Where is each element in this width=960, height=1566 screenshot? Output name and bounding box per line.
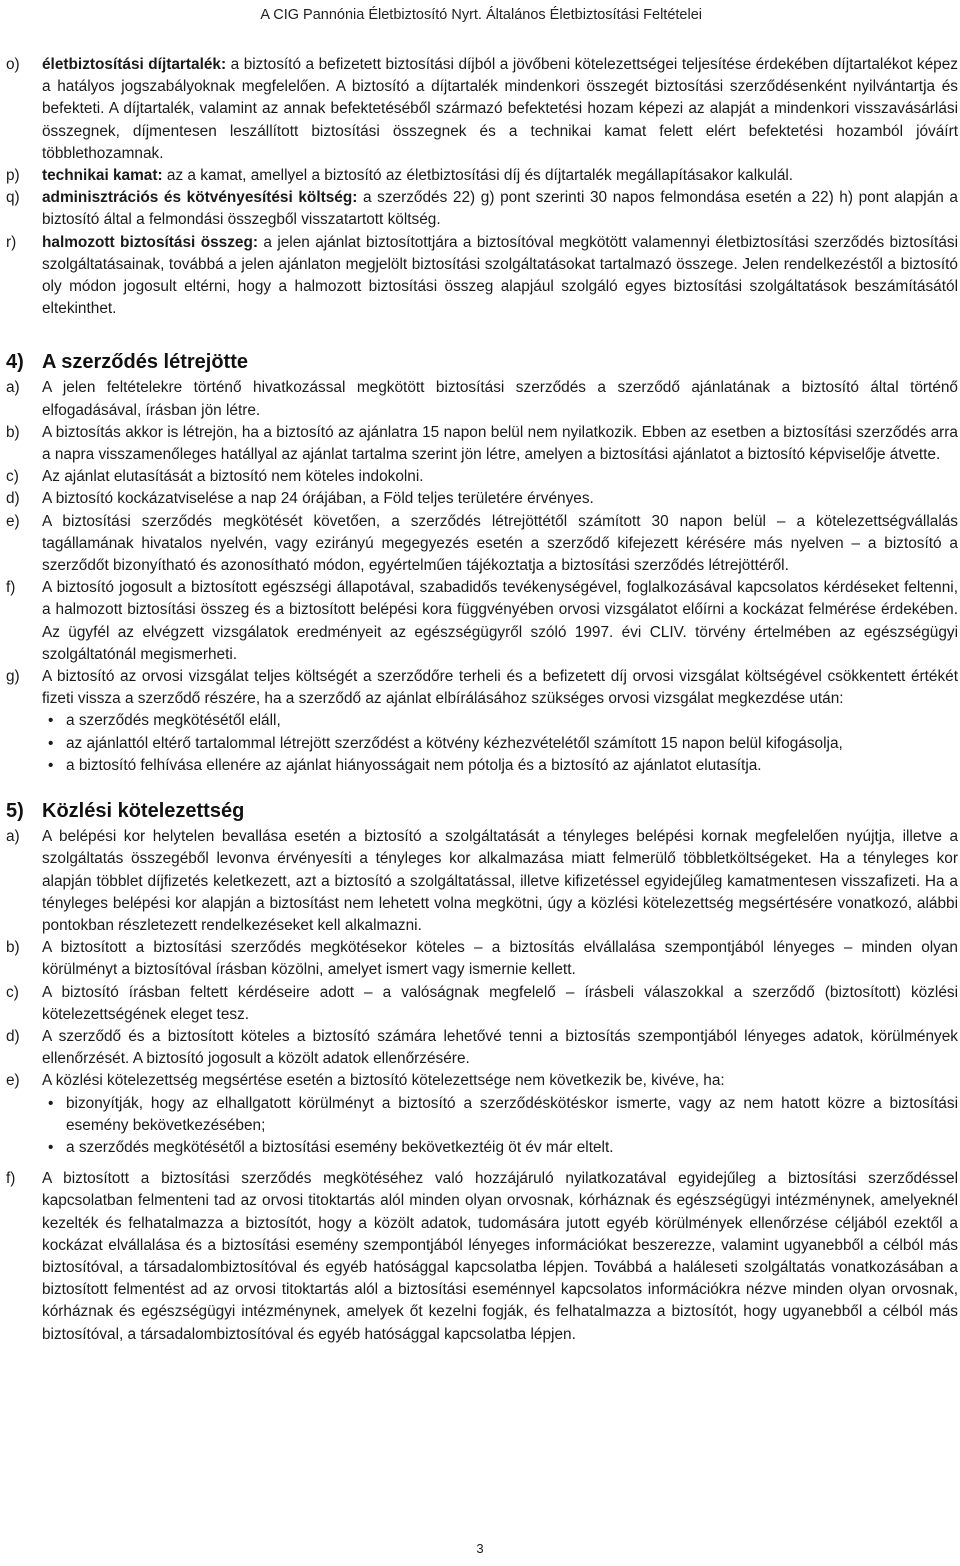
item-marker: r) bbox=[6, 233, 17, 251]
definition-item-o bbox=[6, 54, 958, 165]
section-4-item-b bbox=[6, 422, 958, 466]
bullet-icon: • bbox=[48, 712, 54, 730]
item-text: A jelen feltételekre történő hivatkozással megkötött biztosítási szerződés a szerződő ajánlatának a biztosító által történő elfogadásával, írásban jön létre. bbox=[42, 379, 958, 419]
item-text: A szerződő és a biztosított köteles a biztosító számára lehetővé tenni a biztosítás szempontjából lényeges adatok, körülmények ellenőrzését. A biztosító jogosult a közölt adatok ellenőrzésére. bbox=[42, 1027, 958, 1068]
item-text: A biztosító az orvosi vizsgálat teljes költségét a szerződőre terheli és a befizetett díj orvosi vizsgálat költségével csökkentett értékét fizeti vissza a szerződő részére, ha a szerződő az ajánlat elbírálásához szükséges orvosi vizsgálat megkezdése után: bbox=[42, 668, 958, 708]
item-marker: a) bbox=[6, 379, 20, 397]
section-4-item-c bbox=[6, 466, 958, 488]
section-title: Közlési kötelezettség bbox=[42, 800, 245, 823]
item-marker: f) bbox=[6, 1170, 16, 1188]
list-item bbox=[42, 710, 958, 732]
item-marker: g) bbox=[6, 668, 20, 686]
item-text: A biztosított a biztosítási szerződés megkötéséhez való hozzájáruló nyilatkozatával egyidejűleg a biztosítási szerződéssel kapcsolatban felmenteni tad az orvosi titoktartás alól minden olyan orvosnak, kórháznak és egészségügyi intézménynek, amelyeknél kezelték és felhatalmazza a biztosítót, hogy a közölt adatok, tudomására jutott egyéb körülmények ellenőrzése céljából ezektől a kockázat elvállalása és a biztosítási esemény szempontjából lényeges információkat beszerezze, valamint ugyanebből a célból más biztosítóval, a társadalombiztosítóval és egyéb hatósággal kapcsolatba lépjen. Továbbá a haláleseti szolgáltatás vonatkozásában a biztosított felmentést ad az orvosi titoktartás alól a biztosítási eseménnyel kapcsolatos információkra nézve minden olyan orvosnak, kórháznak és egészségügyi intézménynek, amelyek őt kezelni fogják, és felhatalmazza a biztosítót, hogy ugyanebből a célból más biztosítóval, a társadalombiztosítóval és egyéb hatósággal kapcsolatba lépjen. bbox=[42, 1170, 958, 1343]
definition-item-q bbox=[6, 187, 958, 231]
item-text: A belépési kor helytelen bevallása esetén a biztosító a szolgáltatását a tényleges belépési kornak megfelelően nyújtja, illetve a szolgáltatás összegéből levonva érvényesíti a tényleges kor alkalmazása miatt felmerülő többletköltségeket. Ha a tényleges kor alapján többlet díjfizetés keletkezett, azt a biztosító a szolgáltatással, illetve kifizetéssel egyidejűleg kamatmentesen visszafizeti. Ha a tényleges belépési kor alapján a biztosítást nem lehetett volna megkötni, úgy a közlési kötelezettség megsértésére vonatkozó, alábbi pontokban részletezett rendelkezéseket kell alkalmazni. bbox=[42, 828, 958, 934]
list-item-text: a biztosító felhívása ellenére az ajánlat hiányosságait nem pótolja és a biztosító az ajánlatot elutasítja. bbox=[66, 756, 762, 774]
item-marker: d) bbox=[6, 490, 20, 508]
item-text: A biztosító kockázatviselése a nap 24 órájában, a Föld teljes területére érvényes. bbox=[42, 490, 594, 508]
item-marker: d) bbox=[6, 1027, 20, 1045]
section-4-heading bbox=[6, 349, 958, 375]
definition-text: a jelen ajánlat biztosítottjára a biztosítóval megkötött valamennyi életbiztosítási szerződés biztosítási szolgáltatásainak, továbbá a jelen ajánlaton megjelölt biztosítási szolgáltatásokat tartalmazó összege. Jelen rendelkezéstől a biztosító oly módon jogosult eltérni, hogy a halmozott biztosítási összeg alapjául szolgáló egyes biztosítási szolgáltatások beszámításától eltekinthet. bbox=[42, 233, 958, 318]
item-marker: f) bbox=[6, 579, 16, 597]
section-5-item-b bbox=[6, 937, 958, 981]
section-4-item-e bbox=[6, 511, 958, 578]
section-5-item-a bbox=[6, 826, 958, 937]
item-marker: b) bbox=[6, 939, 20, 957]
definition-text: a szerződés 22) g) pont szerinti 30 napos felmondása esetén a 22) h) pont alapján a biztosító által a felmondási összegből visszatartott költség. bbox=[42, 189, 958, 229]
item-marker: p) bbox=[6, 167, 20, 185]
item-marker: c) bbox=[6, 468, 19, 486]
section-4-item-d bbox=[6, 488, 958, 510]
list-item bbox=[42, 733, 958, 755]
item-text: A biztosító jogosult a biztosított egészségi állapotával, szabadidős tevékenységével, foglalkozásával kapcsolatos kérdéseket feltenni, a halmozott biztosítási összeg és a biztosított belépési kora függvényében orvosi vizsgálatot előírni a kockázat felmérése érdekében. Az ügyfél az elvégzett vizsgálatok eredményeit az egészségügyről szóló 1997. évi CLIV. törvény értelmében az egészségügyi szolgáltatónál megismerheti. bbox=[42, 579, 958, 663]
list-item bbox=[42, 1137, 958, 1159]
bullet-icon: • bbox=[48, 734, 54, 752]
definition-term: technikai kamat: bbox=[42, 167, 163, 185]
definition-term: halmozott biztosítási összeg: bbox=[42, 233, 258, 251]
definition-term: adminisztrációs és kötvényesítési költség: bbox=[42, 189, 358, 207]
item-text: A biztosított a biztosítási szerződés megkötésekor köteles – a biztosítás elvállalása szempontjából lényeges – minden olyan körülményt a biztosítóval írásban közölni, amelyet ismert vagy ismernie kellett. bbox=[42, 939, 958, 979]
page-content bbox=[6, 54, 958, 1346]
section-number: 4) bbox=[6, 351, 24, 374]
list-item bbox=[42, 1093, 958, 1137]
item-text: A biztosító írásban feltett kérdéseire adott – a valóságnak megfelelő – írásbeli válaszokkal a szerződő (biztosított) közlési kötelezettségének eleget tesz. bbox=[42, 983, 958, 1023]
bullet-icon: • bbox=[48, 1094, 54, 1112]
item-text: Az ajánlat elutasítását a biztosító nem köteles indokolni. bbox=[42, 468, 424, 486]
list-item bbox=[42, 755, 958, 777]
section-5-heading bbox=[6, 798, 958, 824]
item-text: A közlési kötelezettség megsértése esetén a biztosító kötelezettsége nem következik be, kivéve, ha: bbox=[42, 1072, 725, 1090]
item-marker: e) bbox=[6, 1072, 20, 1090]
bullet-icon: • bbox=[48, 756, 54, 774]
definition-item-r bbox=[6, 232, 958, 321]
page-header: A CIG Pannónia Életbiztosító Nyrt. Általános Életbiztosítási Feltételei bbox=[260, 7, 702, 23]
bullet-list bbox=[42, 1093, 958, 1160]
section-5-item-f bbox=[6, 1168, 958, 1346]
item-text: A biztosítás akkor is létrejön, ha a biztosító az ajánlatra 15 napon belül nem nyilatkozik. Ebben az esetben a biztosítási szerződés arra a napra visszamenőleges hatállyal az ajánlat tartalma szerint jön létre, amelyen a biztosítási ajánlatot a biztosító képviselője átvette. bbox=[42, 423, 958, 464]
section-4-item-f bbox=[6, 577, 958, 666]
list-item-text: az ajánlattól eltérő tartalommal létrejött szerződést a kötvény kézhezvételétől számított 15 napon belül kifogásolja, bbox=[66, 734, 843, 752]
item-marker: o) bbox=[6, 56, 20, 73]
definition-text: a biztosító a befizetett biztosítási díjból a jövőbeni kötelezettségei teljesítése érdekében díjtartalékot képez a hatályos jogszabályoknak megfelelően. A biztosító a díjtartalék mindenkori összegét biztosítási szerződésenként nyilvántartja és befekteti. A díjtartalék, valamint az annak befektetéséből származó befektetési hozam képezi az alapját a mindenkori visszavásárlási összegnek, díjmentesen leszállított biztosítási összegnek és a technikai kamat felett elért befektetési hozamból jóváírt többlethozamnak. bbox=[42, 56, 958, 162]
bullet-list bbox=[42, 710, 958, 777]
list-item-text: bizonyítják, hogy az elhallgatott körülményt a biztosító a szerződéskötéskor ismerte, vagy az nem hatott közre a biztosítási esemény bekövetkezésében; bbox=[66, 1094, 958, 1134]
item-marker: c) bbox=[6, 983, 19, 1001]
definition-term: életbiztosítási díjtartalék: bbox=[42, 56, 227, 73]
section-number: 5) bbox=[6, 800, 24, 823]
definition-item-p bbox=[6, 165, 958, 187]
section-5-item-e bbox=[6, 1070, 958, 1159]
bullet-icon: • bbox=[48, 1138, 54, 1156]
section-4-item-a bbox=[6, 377, 958, 421]
list-item-text: a szerződés megkötésétől eláll, bbox=[66, 712, 281, 730]
page-number: 3 bbox=[476, 1540, 484, 1556]
item-marker: b) bbox=[6, 423, 20, 441]
item-marker: q) bbox=[6, 189, 20, 207]
section-5-item-d bbox=[6, 1026, 958, 1070]
section-5-item-c bbox=[6, 982, 958, 1026]
definition-text: az a kamat, amellyel a biztosító az életbiztosítási díj és díjtartalék megállapításakor kalkulál. bbox=[162, 167, 794, 185]
item-text: A biztosítási szerződés megkötését követően, a szerződés létrejöttétől számított 30 napon belül – a kötelezettségvállalás tagállamának hivatalos nyelvén, vagy ezirányú megegyezés esetén a szerződő kifejezett kérésére más nyelven – a biztosító a szerződőt bizonyítható és azonosítható módon, egyértelműen tájékoztatja a biztosítási szerződés létrejöttéről. bbox=[42, 512, 958, 575]
item-marker: a) bbox=[6, 828, 20, 846]
section-4-item-g bbox=[6, 666, 958, 777]
item-marker: e) bbox=[6, 512, 20, 530]
list-item-text: a szerződés megkötésétől a biztosítási esemény bekövetkeztéig öt év már eltelt. bbox=[66, 1138, 614, 1156]
section-title: A szerződés létrejötte bbox=[42, 351, 248, 374]
